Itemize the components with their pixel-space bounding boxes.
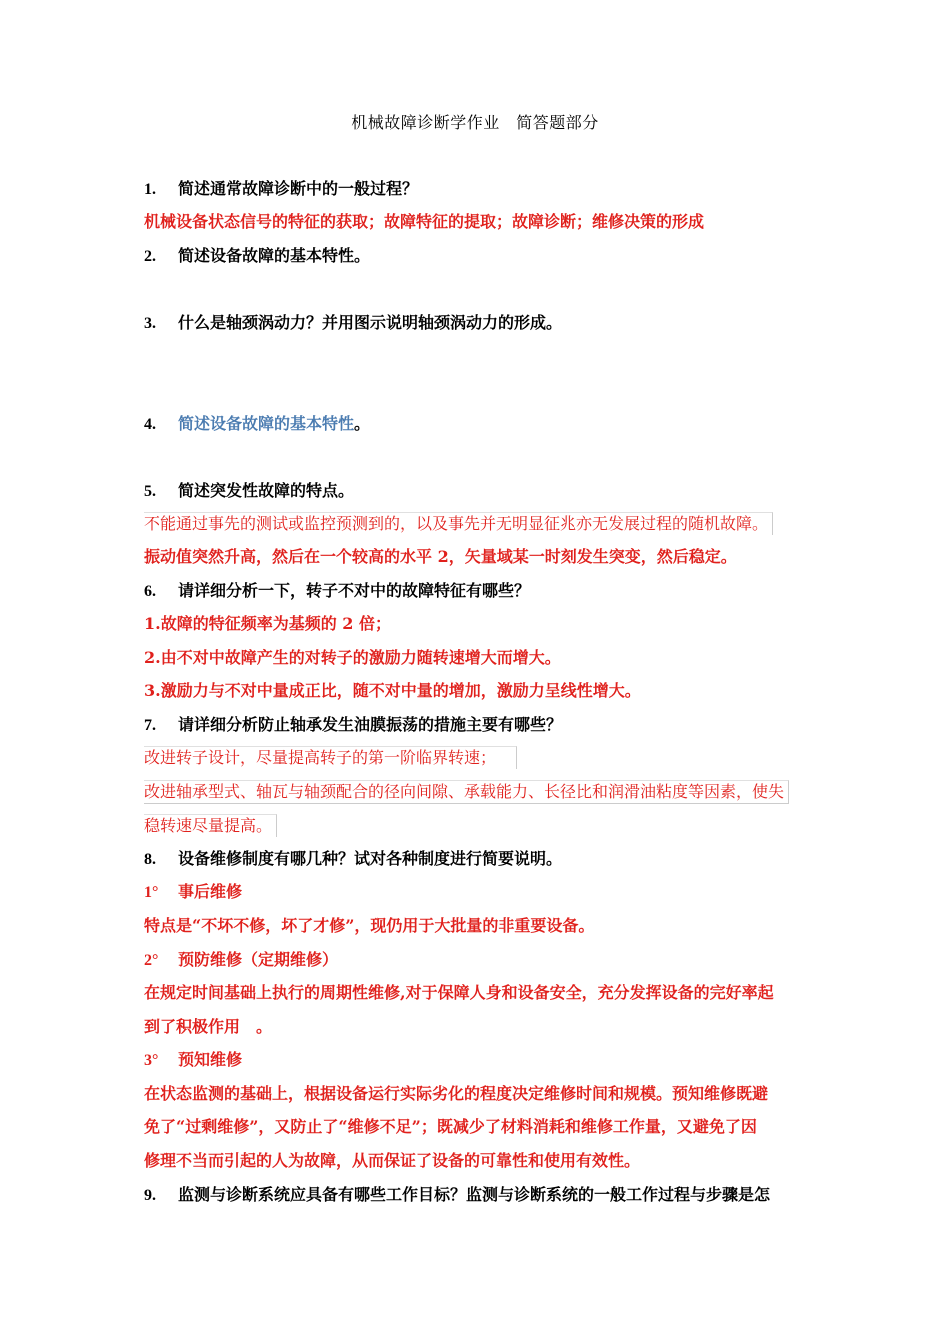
question-text-link[interactable]: 简述设备故障的基本特性 bbox=[178, 414, 355, 433]
maintenance-type-3-desc-3: 修理不当而引起的人为故障，从而保证了设备的可靠性和使用有效性。 bbox=[144, 1151, 641, 1170]
question-number: 4. bbox=[144, 416, 156, 433]
item-title: 事后维修 bbox=[178, 882, 243, 901]
maintenance-type-2 bbox=[144, 949, 338, 972]
maintenance-type-3-desc-2: 免了“过剩维修”，又防止了“维修不足”；既减少了材料消耗和维修工作量，又避免了因 bbox=[144, 1117, 757, 1136]
item-number: 3° bbox=[144, 1052, 159, 1069]
item-number: 2° bbox=[144, 952, 159, 969]
answer-7-line-1: 改进转子设计，尽量提高转子的第一阶临界转速； bbox=[144, 746, 517, 769]
question-1 bbox=[144, 178, 418, 201]
question-suffix: 。 bbox=[354, 414, 371, 433]
question-number: 5. bbox=[144, 483, 156, 500]
answer-5-line-1: 不能通过事先的测试或监控预测到的，以及事先并无明显征兆亦无发展过程的随机故障。 bbox=[144, 512, 773, 535]
answer-7-line-3: 稳转速尽量提高。 bbox=[144, 814, 277, 837]
maintenance-type-2-desc-1: 在规定时间基础上执行的周期性维修,对于保障人身和设备安全，充分发挥设备的完好率起 bbox=[144, 983, 774, 1002]
question-8 bbox=[144, 848, 562, 871]
maintenance-type-1-desc: 特点是“不坏不修，坏了才修”，现仍用于大批量的非重要设备。 bbox=[144, 916, 595, 935]
question-7 bbox=[144, 714, 562, 737]
question-text: 简述设备故障的基本特性。 bbox=[178, 246, 371, 265]
maintenance-type-2-desc-2: 到了积极作用 。 bbox=[144, 1017, 273, 1036]
answer-6-line-2: 2.由不对中故障产生的对转子的激励力随转速增大而增大。 bbox=[144, 648, 561, 667]
question-number: 8. bbox=[144, 851, 156, 868]
page-title: 机械故障诊断学作业 简答题部分 bbox=[351, 113, 599, 132]
question-text: 简述突发性故障的特点。 bbox=[178, 481, 355, 500]
item-title: 预防维修（定期维修） bbox=[178, 950, 339, 969]
question-text: 设备维修制度有哪几种？试对各种制度进行简要说明。 bbox=[178, 849, 563, 868]
question-6 bbox=[144, 580, 530, 603]
question-text: 请详细分析一下，转子不对中的故障特征有哪些？ bbox=[178, 581, 531, 600]
maintenance-type-3 bbox=[144, 1049, 242, 1072]
answer-5-line-2: 振动值突然升高，然后在一个较高的水平 2，矢量域某一时刻发生突变，然后稳定。 bbox=[144, 547, 737, 566]
question-3 bbox=[144, 312, 562, 335]
question-text: 监测与诊断系统应具备有哪些工作目标？监测与诊断系统的一般工作过程与步骤是怎 bbox=[178, 1185, 771, 1204]
answer-6-line-1: 1.故障的特征频率为基频的 2 倍； bbox=[144, 614, 391, 633]
maintenance-type-1 bbox=[144, 881, 242, 904]
question-number: 6. bbox=[144, 583, 156, 600]
question-number: 1. bbox=[144, 181, 156, 198]
question-number: 9. bbox=[144, 1187, 156, 1204]
question-9 bbox=[144, 1184, 770, 1207]
answer-6-line-3: 3.激励力与不对中量成正比，随不对中量的增加，激励力呈线性增大。 bbox=[144, 681, 641, 700]
question-text: 请详细分析防止轴承发生油膜振荡的措施主要有哪些？ bbox=[178, 715, 563, 734]
answer-7-line-2: 改进轴承型式、轴瓦与轴颈配合的径向间隙、承载能力、长径比和润滑油粘度等因素，使失 bbox=[144, 780, 789, 804]
maintenance-type-3-desc-1: 在状态监测的基础上，根据设备运行实际劣化的程度决定维修时间和规模。预知维修既避 bbox=[144, 1084, 769, 1103]
question-5 bbox=[144, 480, 354, 503]
question-text: 简述通常故障诊断中的一般过程？ bbox=[178, 179, 419, 198]
answer-1: 机械设备状态信号的特征的获取；故障特征的提取；故障诊断；维修决策的形成 bbox=[144, 212, 705, 231]
question-number: 7. bbox=[144, 717, 156, 734]
question-4 bbox=[144, 413, 370, 436]
item-number: 1° bbox=[144, 884, 159, 901]
question-text: 什么是轴颈涡动力？并用图示说明轴颈涡动力的形成。 bbox=[178, 313, 563, 332]
question-number: 2. bbox=[144, 248, 156, 265]
item-title: 预知维修 bbox=[178, 1050, 243, 1069]
question-number: 3. bbox=[144, 315, 156, 332]
question-2 bbox=[144, 245, 370, 268]
